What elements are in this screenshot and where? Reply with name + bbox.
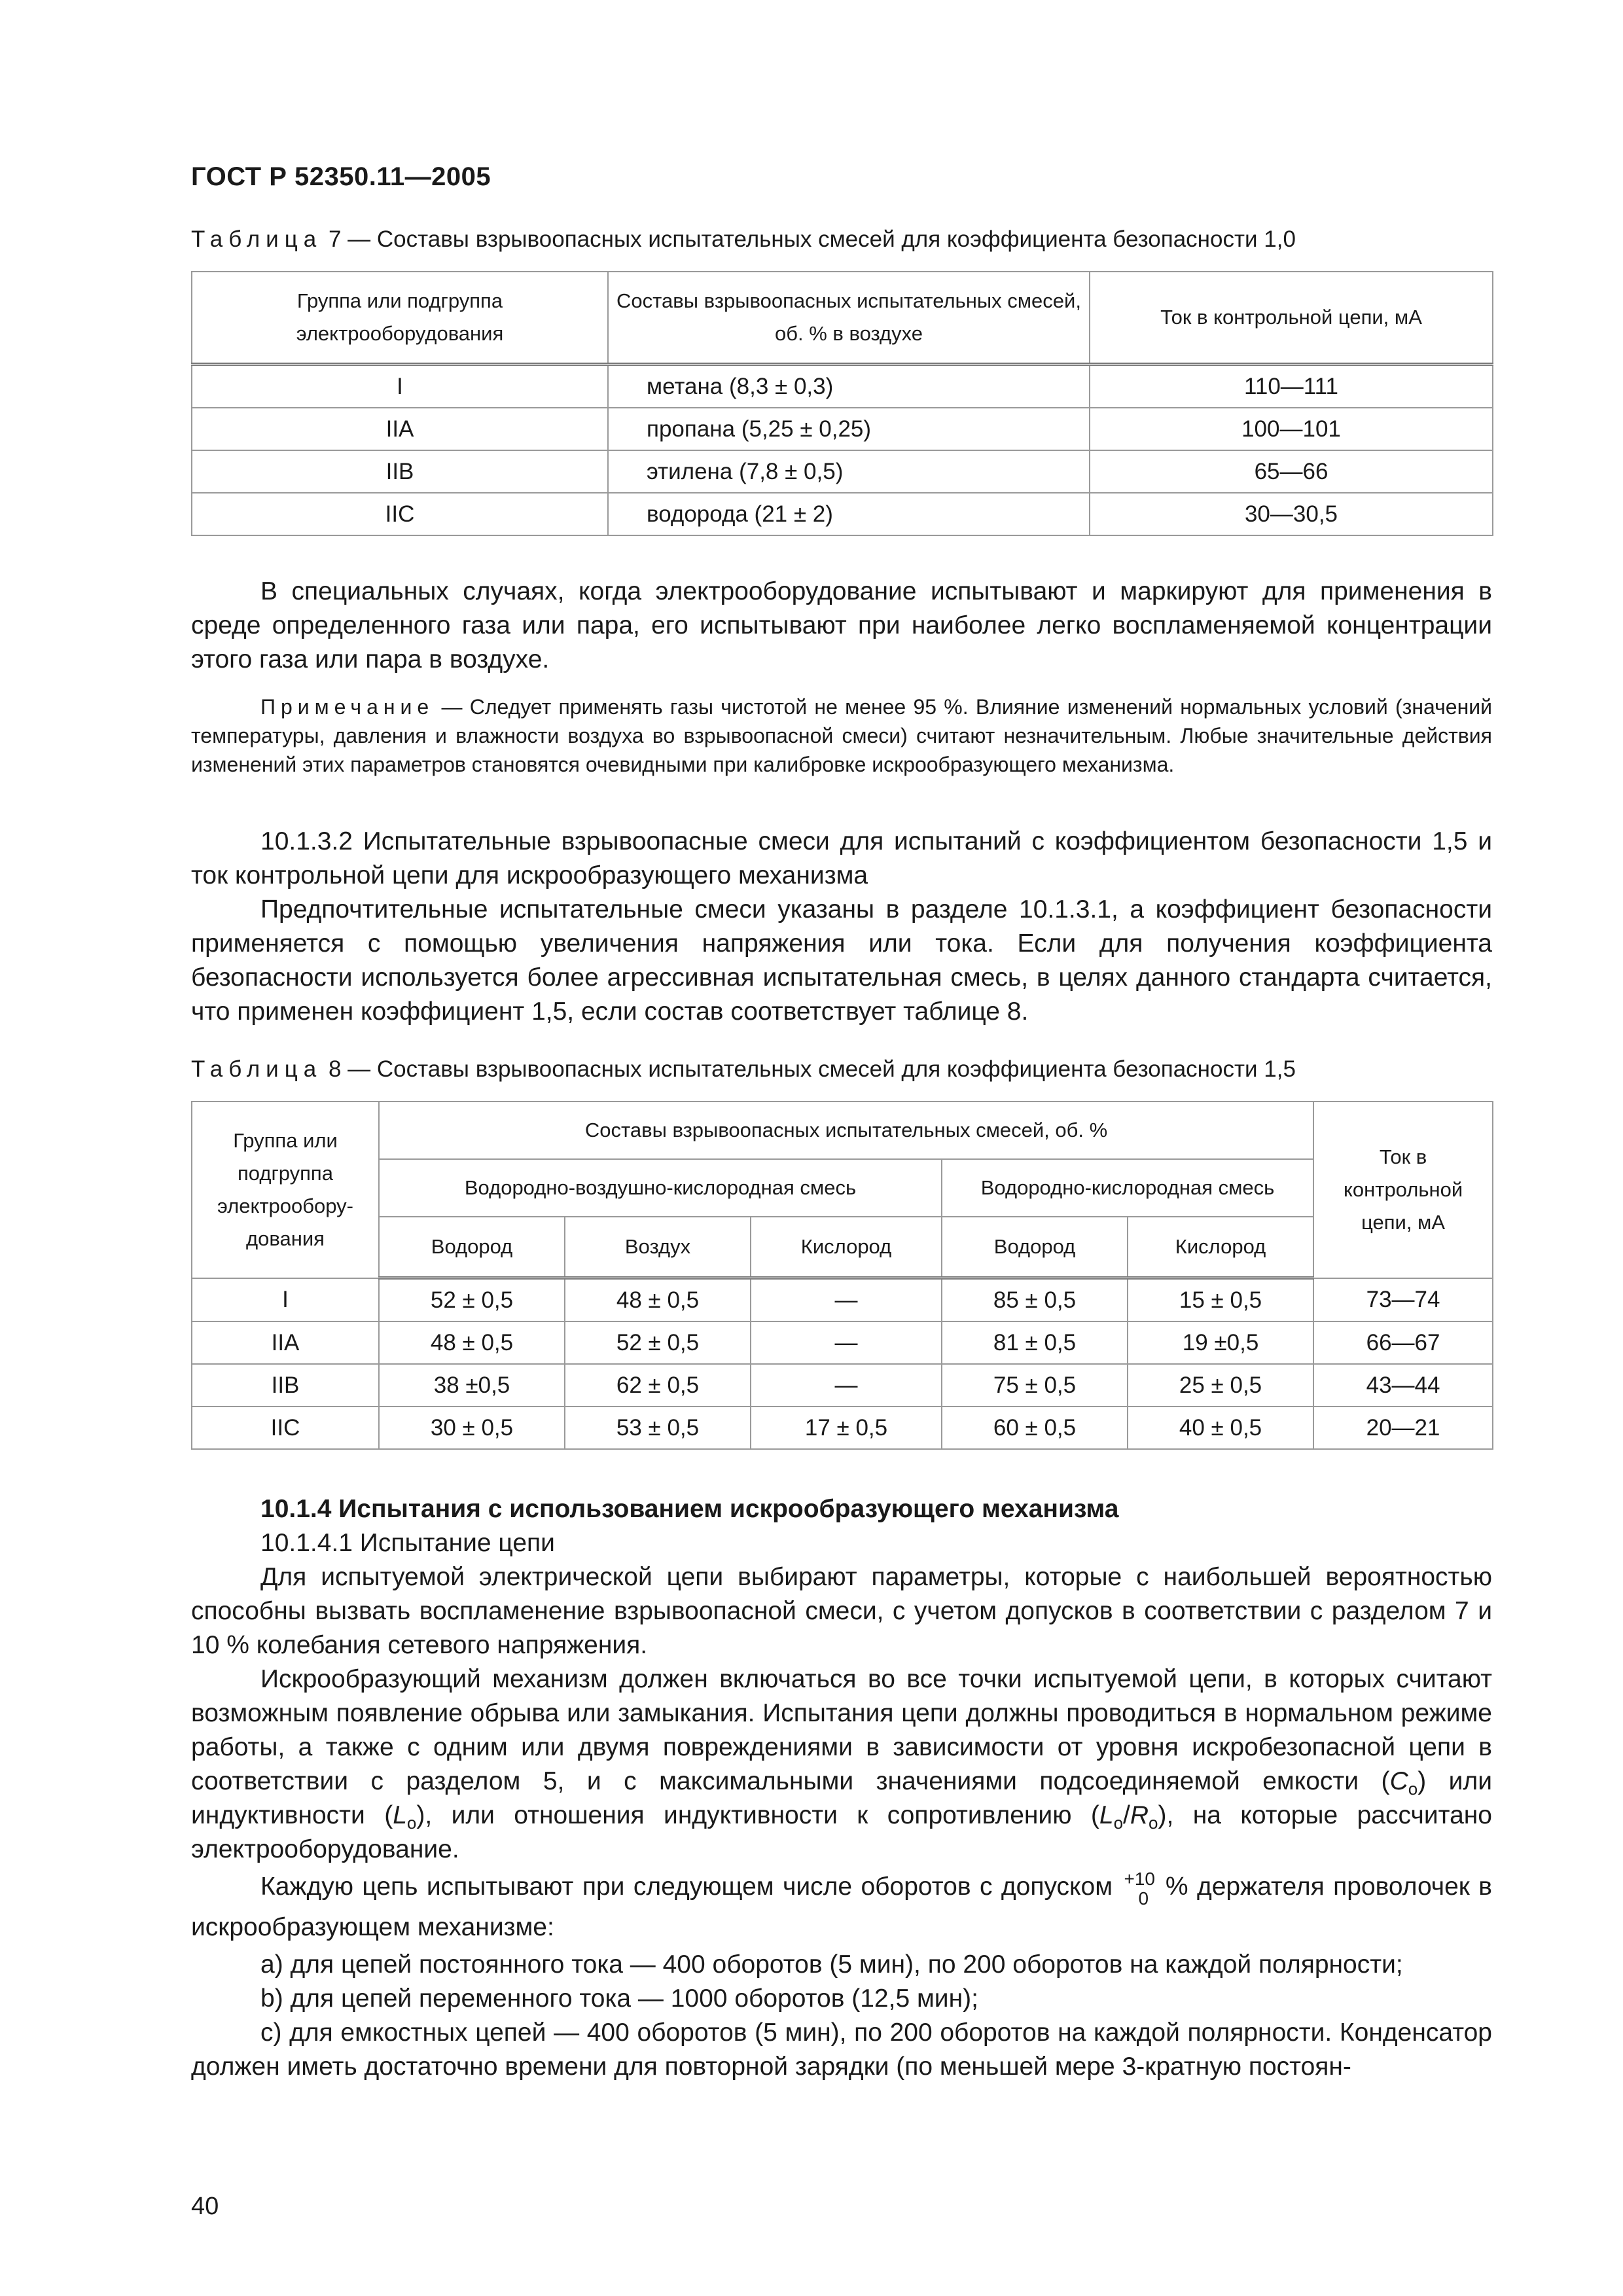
section-10-1-3-2	[191, 825, 1492, 1029]
table-cell: IIC	[192, 1407, 379, 1449]
text-run: Искрообразующий механизм должен включаться во все точки испытуемой цепи, в которых считают возможным появление обрыва или замыкания. Испытания цепи должны проводиться в нормальном режиме работы, а также с одним или двумя повреждениями в зависимости от уровня искробезопасной цепи в соответствии с разделом 5, и с максимальными значениями подсоединяемой емкости (	[191, 1665, 1492, 1795]
table8-subheader: Водород	[379, 1217, 565, 1278]
table-cell: 20—21	[1313, 1407, 1493, 1449]
section-heading: 10.1.4 Испытания с использованием искрообразующего механизма	[260, 1495, 1119, 1523]
table-row	[192, 408, 1493, 450]
table-cell: IIC	[192, 493, 608, 535]
note-text: — Следует применять газы чистотой не менее 95 %. Влияние изменений нормальных условий (значений температуры, давления и влажности воздуха во взрывоопасной смеси) считают незначительным. Любые значительные действия изменений этих параметров становятся очевидными при калибровке искрообразующего механизма.	[191, 695, 1492, 776]
table7-header-composition: Составы взрывоопасных испытательных смесей, об. % в воздухе	[608, 272, 1090, 365]
table-cell: пропана (5,25 ± 0,25)	[608, 408, 1090, 450]
document-header: ГОСТ Р 52350.11—2005	[191, 162, 491, 191]
table-cell: I	[192, 1278, 379, 1322]
table-cell: 110—111	[1090, 365, 1493, 408]
table-cell: 66—67	[1313, 1321, 1493, 1364]
symbol-r: R	[1130, 1801, 1149, 1829]
table7-caption-text: 7 — Составы взрывоопасных испытательных смесей для коэффициента безопасности 1,0	[322, 226, 1296, 252]
table-cell: 52 ± 0,5	[379, 1278, 565, 1322]
paragraph-text	[191, 1867, 1492, 1948]
table-cell: 73—74	[1313, 1278, 1493, 1322]
table-cell: —	[751, 1364, 942, 1407]
text-run: Каждую цепь испытывают при следующем числе оборотов с допуском	[260, 1873, 1113, 1901]
subscript: o	[1149, 1813, 1158, 1833]
table-cell: 19 ±0,5	[1128, 1321, 1313, 1364]
table8-subheader: Кислород	[751, 1217, 942, 1278]
table8-subheader: Водород	[942, 1217, 1128, 1278]
table-cell: IIB	[192, 1364, 379, 1407]
table8-header-group: Группа или подгруппа электрообору-дования	[192, 1102, 379, 1278]
table-cell: I	[192, 365, 608, 408]
table-cell: 17 ± 0,5	[751, 1407, 942, 1449]
text-run: ), или отношения индуктивности к сопротивлению (	[416, 1801, 1099, 1829]
section-text: Предпочтительные испытательные смеси указаны в разделе 10.1.3.1, а коэффициент безопасности применяется с помощью увеличения напряжения или тока. Если для получения коэффициента безопасности используется более агрессивная испытательная смесь, в целях данного стандарта считается, что применен коэффициент 1,5, если состав соответствует таблице 8.	[191, 895, 1492, 1026]
table-cell: 52 ± 0,5	[565, 1321, 751, 1364]
table-cell: IIB	[192, 450, 608, 493]
text-run: ), на которые рассчитано электрооборудование.	[191, 1801, 1492, 1863]
text-run: % держателя проволочек в искрообразующем механизме:	[191, 1873, 1492, 1941]
note-label: Примечание	[260, 695, 435, 719]
table-cell: 53 ± 0,5	[565, 1407, 751, 1449]
table-cell: 75 ± 0,5	[942, 1364, 1128, 1407]
tolerance-upper: +10	[1124, 1869, 1155, 1889]
page-number: 40	[191, 2193, 219, 2220]
table-cell: 48 ± 0,5	[379, 1321, 565, 1364]
table-cell: 40 ± 0,5	[1128, 1407, 1313, 1449]
table-row	[192, 1278, 1493, 1322]
table-row	[192, 493, 1493, 535]
subscript: o	[1408, 1779, 1418, 1799]
table7-header-group: Группа или подгруппа электрооборудования	[192, 272, 608, 365]
table-cell: 48 ± 0,5	[565, 1278, 751, 1322]
table-cell: 15 ± 0,5	[1128, 1278, 1313, 1322]
table-cell: 30—30,5	[1090, 493, 1493, 535]
tolerance-lower: 0	[1138, 1888, 1149, 1909]
table-cell: 100—101	[1090, 408, 1493, 450]
section-title: 10.1.3.2 Испытательные взрывоопасные смеси для испытаний с коэффициентом безопасности 1,5 и ток контрольной цепи для искрообразующего механизма	[191, 827, 1492, 889]
symbol-l: L	[1099, 1801, 1114, 1829]
table-row	[192, 450, 1493, 493]
symbol-c: C	[1389, 1767, 1408, 1795]
table-cell: этилена (7,8 ± 0,5)	[608, 450, 1090, 493]
subsection-heading: 10.1.4.1 Испытание цепи	[260, 1529, 555, 1557]
table-cell: 43—44	[1313, 1364, 1493, 1407]
table-cell: 65—66	[1090, 450, 1493, 493]
table8-header-mix2: Водородно-кислородная смесь	[942, 1159, 1313, 1217]
note	[191, 692, 1492, 779]
table-cell: —	[751, 1278, 942, 1322]
paragraph-special-cases	[191, 575, 1492, 677]
table8-caption-prefix: Таблица	[191, 1056, 323, 1082]
table8	[191, 1101, 1493, 1450]
symbol-l: L	[393, 1801, 407, 1829]
table-cell: водорода (21 ± 2)	[608, 493, 1090, 535]
table8-caption-text: 8 — Составы взрывоопасных испытательных смесей для коэффициента безопасности 1,5	[322, 1056, 1296, 1082]
table-cell: 25 ± 0,5	[1128, 1364, 1313, 1407]
table8-header-compositions: Составы взрывоопасных испытательных смесей, об. %	[379, 1102, 1313, 1159]
table8-caption	[191, 1056, 1296, 1083]
table-cell: 30 ± 0,5	[379, 1407, 565, 1449]
table-row	[192, 1407, 1493, 1449]
table-cell: 60 ± 0,5	[942, 1407, 1128, 1449]
table7-caption-prefix: Таблица	[191, 226, 323, 252]
table7	[191, 271, 1493, 536]
subscript: o	[1113, 1813, 1124, 1833]
text-run: ) или индуктивности (	[191, 1767, 1493, 1829]
table-cell: 38 ±0,5	[379, 1364, 565, 1407]
table8-subheader: Воздух	[565, 1217, 751, 1278]
paragraph-text: Искрообразующий механизм должен включаться во все точки испытуемой цепи, в которых считают возможным появление обрыва или замыкания. Испытания цепи должны проводиться в нормальном режиме работы, а также с одним или двумя повреждениями в зависимости от уровня искробезопасной цепи в соответствии с разделом 5, и с максимальными значениями подсоединяемой емкости $(C_o)$ или индуктивности $(L_o)$, или отношения индуктивности к сопротивлению $(L_o/R_o)$, на которые рассчитано электрооборудование.	[191, 1665, 1493, 1863]
table8-header-mix1: Водородно-воздушно-кислородная смесь	[379, 1159, 942, 1217]
table-row	[192, 365, 1493, 408]
section-10-1-4	[191, 1492, 1492, 2084]
subscript: o	[406, 1813, 417, 1833]
table-cell: 85 ± 0,5	[942, 1278, 1128, 1322]
list-item: a) для цепей постоянного тока — 400 оборотов (5 мин), по 200 оборотов на каждой полярности;	[260, 1950, 1403, 1979]
table-cell: 81 ± 0,5	[942, 1321, 1128, 1364]
table-row	[192, 1364, 1493, 1407]
table7-caption	[191, 226, 1296, 253]
table-row	[192, 1321, 1493, 1364]
paragraph-text: Для испытуемой электрической цепи выбирают параметры, которые с наибольшей вероятностью способны вызвать воспламенение взрывоопасной смеси, с учетом допусков в соответствии с разделом 7 и 10 % колебания сетевого напряжения.	[191, 1563, 1492, 1659]
paragraph-text: В специальных случаях, когда электрооборудование испытывают и маркируют для применения в среде определенного газа или пара, его испытывают при наиболее легко воспламеняемой концентрации этого газа или пара в воздухе.	[191, 577, 1492, 673]
table-cell: IIA	[192, 1321, 379, 1364]
tolerance	[1121, 1867, 1156, 1909]
table7-header-current: Ток в контрольной цепи, мА	[1090, 272, 1493, 365]
table-cell: 62 ± 0,5	[565, 1364, 751, 1407]
table8-subheader: Кислород	[1128, 1217, 1313, 1278]
table-cell: —	[751, 1321, 942, 1364]
list-item: b) для цепей переменного тока — 1000 оборотов (12,5 мин);	[260, 1984, 978, 2013]
table-cell: метана (8,3 ± 0,3)	[608, 365, 1090, 408]
table8-header-current: Ток в контрольной цепи, мА	[1313, 1102, 1493, 1278]
list-item: c) для емкостных цепей — 400 оборотов (5 мин), по 200 оборотов на каждой полярности. Конденсатор должен иметь достаточно времени для повторной зарядки (по меньшей мере 3-кратную постоян-	[191, 2018, 1492, 2081]
table-cell: IIA	[192, 408, 608, 450]
